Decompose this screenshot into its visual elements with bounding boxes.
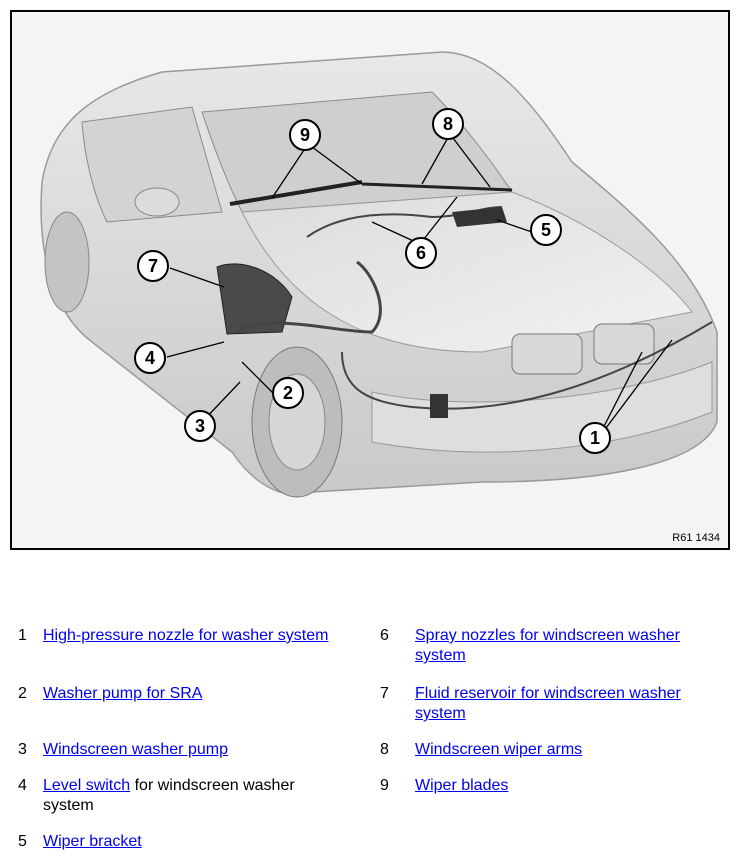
callout-3: 3: [184, 410, 216, 442]
callout-5: 5: [530, 214, 562, 246]
legend-link[interactable]: Wiper blades: [415, 777, 509, 794]
grille: [512, 334, 582, 374]
rear-wheel: [45, 212, 89, 312]
callout-9: 9: [289, 119, 321, 151]
mirror: [135, 188, 179, 216]
legend-number: 2: [18, 685, 27, 702]
legend-number: 7: [380, 685, 389, 702]
legend-suffix: for windscreen washer system: [43, 777, 295, 814]
legend-number: 6: [380, 627, 389, 644]
callout-6: 6: [405, 237, 437, 269]
washer-pump-sra: [430, 394, 448, 418]
legend-link[interactable]: Windscreen wiper arms: [415, 741, 583, 758]
legend-number: 1: [18, 627, 27, 644]
legend-number: 5: [18, 833, 27, 850]
legend-link[interactable]: Spray nozzles for windscreen washer system: [415, 627, 681, 664]
callout-8: 8: [432, 108, 464, 140]
legend-link[interactable]: Wiper bracket: [43, 833, 142, 850]
legend-link[interactable]: Fluid reservoir for windscreen washer system: [415, 685, 681, 722]
callout-1: 1: [579, 422, 611, 454]
car-illustration: [12, 12, 728, 548]
legend-link[interactable]: Washer pump for SRA: [43, 685, 203, 702]
callout-4: 4: [134, 342, 166, 374]
legend-number: 8: [380, 741, 389, 758]
legend-number: 3: [18, 741, 27, 758]
car-diagram-figure: [10, 10, 730, 550]
legend-number: 9: [380, 777, 389, 794]
legend-link[interactable]: Windscreen washer pump: [43, 741, 228, 758]
callout-7: 7: [137, 250, 169, 282]
legend-number: 4: [18, 777, 27, 794]
callout-2: 2: [272, 377, 304, 409]
figure-reference: R61 1434: [672, 532, 720, 544]
legend-link[interactable]: High-pressure nozzle for washer system: [43, 627, 329, 644]
legend-link[interactable]: Level switch: [43, 777, 131, 794]
